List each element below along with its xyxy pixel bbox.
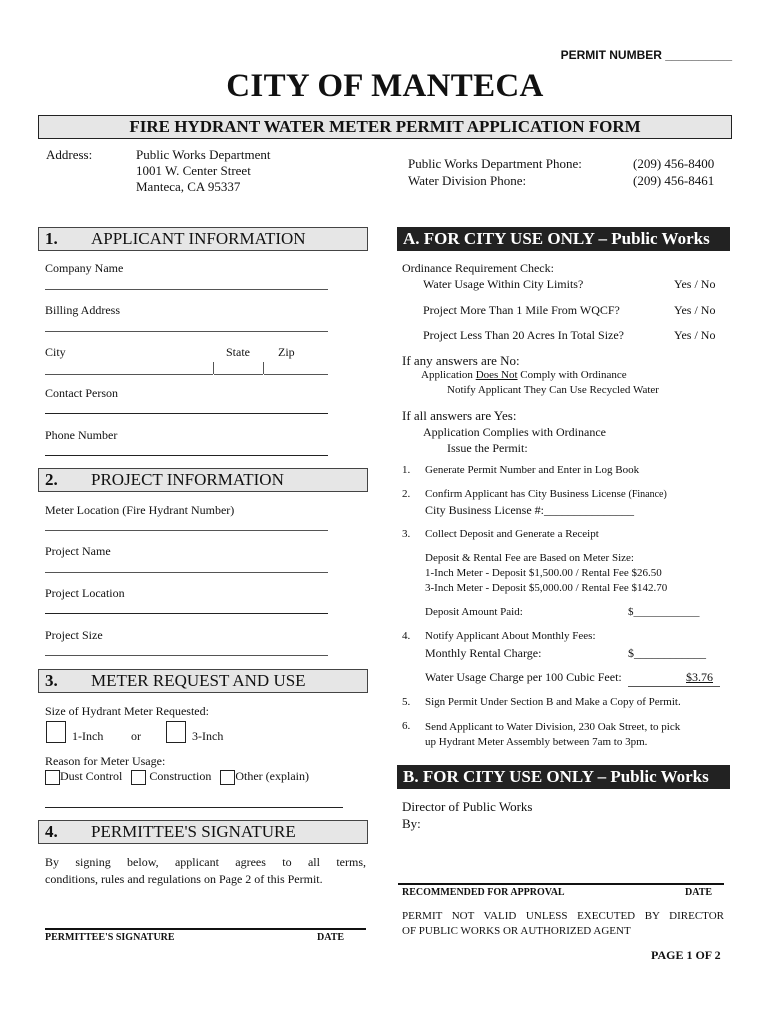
- monthly-rental-field[interactable]: $____________: [628, 646, 706, 660]
- recommended-label: RECOMMENDED FOR APPROVAL: [402, 887, 565, 898]
- not-valid-notice: [402, 909, 724, 939]
- one-inch-label: 1-Inch: [72, 729, 104, 743]
- other-label: Other (explain): [235, 769, 309, 783]
- section-b-header: B. FOR CITY USE ONLY – Public Works: [397, 765, 730, 789]
- issue-permit-text: Issue the Permit:: [447, 441, 528, 455]
- comply-suffix: Comply with Ordinance: [517, 369, 627, 381]
- step-1-number: 1.: [402, 464, 411, 476]
- step-5-text: Sign Permit Under Section B and Make a Copy of Permit.: [425, 696, 681, 708]
- question-wqcf-distance: Project More Than 1 Mile From WQCF?: [423, 303, 620, 317]
- director-date-label: DATE: [685, 887, 713, 898]
- phone-number-field[interactable]: [45, 455, 328, 456]
- state-label: State: [226, 345, 250, 359]
- page-number: PAGE 1 OF 2: [651, 948, 721, 962]
- one-inch-checkbox[interactable]: [46, 721, 66, 743]
- question-city-limits: Water Usage Within City Limits?: [423, 277, 584, 291]
- signature-terms-line-1: By signing below, applicant agrees to all terms,: [45, 855, 366, 869]
- section-4-header: [38, 820, 368, 844]
- zip-label: Zip: [278, 345, 295, 359]
- section-2-header: [38, 468, 368, 492]
- step-2-note: (Finance): [628, 489, 667, 500]
- state-field[interactable]: [214, 374, 263, 375]
- zip-field[interactable]: [264, 374, 328, 375]
- fee-intro: Deposit & Rental Fee are Based on Meter Size:: [425, 552, 634, 564]
- billing-address-label: Billing Address: [45, 303, 121, 317]
- signature-terms-line-2: conditions, rules and regulations on Page 2 of this Permit.: [45, 872, 323, 886]
- section-3-number: 3.: [45, 671, 58, 690]
- step-5-number: 5.: [402, 696, 411, 708]
- project-location-field[interactable]: [45, 613, 328, 614]
- section-2-number: 2.: [45, 470, 58, 489]
- water-usage-rate: $3.76: [686, 670, 713, 684]
- water-phone-number: (209) 456-8461: [633, 173, 715, 188]
- step-4-number: 4.: [402, 630, 411, 642]
- section-1-header: [38, 227, 368, 251]
- address-line-2: 1001 W. Center Street: [136, 163, 251, 178]
- step-4-text: Notify Applicant About Monthly Fees:: [425, 630, 596, 642]
- director-label: Director of Public Works: [402, 799, 533, 814]
- question-acreage: Project Less Than 20 Acres In Total Size?: [423, 328, 624, 342]
- permit-number-label: PERMIT NUMBER __________: [560, 48, 732, 62]
- step-2-main: Confirm Applicant has City Business License: [425, 488, 626, 500]
- if-any-no-label: If any answers are No:: [402, 353, 520, 368]
- deposit-paid-label: Deposit Amount Paid:: [425, 606, 523, 618]
- step-1-text: Generate Permit Number and Enter in Log Book: [425, 464, 640, 476]
- does-not-text: Does Not: [475, 369, 518, 381]
- permittee-signature-line[interactable]: [45, 928, 366, 930]
- fee-one-inch: 1-Inch Meter - Deposit $1,500.00 / Rental Fee $26.50: [425, 567, 662, 579]
- business-license-field[interactable]: City Business License #:_______________: [425, 503, 634, 517]
- fee-schedule: [425, 551, 667, 596]
- step-3-text: Collect Deposit and Generate a Receipt: [425, 528, 599, 540]
- other-checkbox[interactable]: [220, 770, 235, 785]
- question-1-yes-no[interactable]: Yes / No: [674, 277, 716, 291]
- deposit-paid-field[interactable]: $____________: [628, 606, 700, 618]
- meter-usage-reason-label: Reason for Meter Usage:: [45, 754, 166, 768]
- company-name-label: Company Name: [45, 261, 124, 275]
- permittee-date-label: DATE: [317, 932, 345, 943]
- meter-location-field[interactable]: [45, 530, 328, 531]
- water-phone-label: Water Division Phone:: [408, 173, 527, 188]
- dust-control-checkbox[interactable]: [45, 770, 60, 785]
- director-signature-line[interactable]: [398, 883, 724, 885]
- state-zip-divider: [263, 362, 264, 374]
- city-label: City: [45, 345, 66, 359]
- or-label: or: [131, 729, 141, 743]
- section-a-header: A. FOR CITY USE ONLY – Public Works: [397, 227, 730, 251]
- step-2-text: [425, 488, 667, 500]
- phone-labels: [408, 155, 582, 189]
- project-size-label: Project Size: [45, 628, 103, 642]
- does-not-comply-text: [421, 369, 627, 381]
- section-4-number: 4.: [45, 822, 58, 841]
- section-1-title: APPLICANT INFORMATION: [91, 229, 306, 248]
- construction-checkbox[interactable]: [131, 770, 146, 785]
- dust-control-label: Dust Control: [60, 769, 123, 783]
- step-6-line-2: up Hydrant Meter Assembly between 7am to 3pm.: [425, 736, 648, 748]
- section-4-title: PERMITTEE'S SIGNATURE: [91, 822, 296, 841]
- project-name-field[interactable]: [45, 572, 328, 573]
- if-all-yes-label: If all answers are Yes:: [402, 408, 517, 423]
- billing-address-field[interactable]: [45, 331, 328, 332]
- pw-phone-label: Public Works Department Phone:: [408, 156, 582, 171]
- section-2-title: PROJECT INFORMATION: [91, 470, 284, 489]
- step-6-number: 6.: [402, 720, 411, 732]
- signature-terms-text: [45, 854, 366, 888]
- phone-number-label: Phone Number: [45, 428, 118, 442]
- permittee-signature-label: PERMITTEE'S SIGNATURE: [45, 932, 175, 943]
- water-usage-label: Water Usage Charge per 100 Cubic Feet:: [425, 670, 622, 684]
- usage-reason-options: [45, 769, 309, 785]
- fee-three-inch: 3-Inch Meter - Deposit $5,000.00 / Rental Fee $142.70: [425, 582, 668, 594]
- project-size-field[interactable]: [45, 655, 328, 656]
- step-6-text: [425, 720, 680, 750]
- city-title: CITY OF MANTECA: [226, 68, 544, 104]
- complies-text: Application Complies with Ordinance: [423, 425, 606, 439]
- form-title: FIRE HYDRANT WATER METER PERMIT APPLICATION FORM: [38, 115, 732, 139]
- section-3-header: [38, 669, 368, 693]
- address-line-3: Manteca, CA 95337: [136, 179, 241, 194]
- meter-location-label: Meter Location (Fire Hydrant Number): [45, 503, 235, 517]
- step-3-number: 3.: [402, 528, 411, 540]
- not-valid-line-2: OF PUBLIC WORKS OR AUTHORIZED AGENT: [402, 925, 631, 937]
- company-name-field[interactable]: [45, 289, 328, 290]
- city-field[interactable]: [45, 374, 213, 375]
- contact-person-field[interactable]: [45, 413, 328, 414]
- contact-person-label: Contact Person: [45, 386, 118, 400]
- question-3-yes-no[interactable]: Yes / No: [674, 328, 716, 342]
- project-name-label: Project Name: [45, 544, 111, 558]
- meter-size-label: Size of Hydrant Meter Requested:: [45, 704, 209, 718]
- not-valid-line-1: PERMIT NOT VALID UNLESS EXECUTED BY DIRECTOR: [402, 910, 724, 922]
- city-state-divider: [213, 362, 214, 374]
- recycled-water-text: Notify Applicant They Can Use Recycled Water: [447, 384, 659, 396]
- construction-label: Construction: [149, 769, 212, 783]
- application-prefix: Application: [421, 369, 476, 381]
- phone-numbers: [633, 155, 714, 189]
- address-block: [136, 147, 270, 195]
- by-label: By:: [402, 816, 421, 831]
- three-inch-checkbox[interactable]: [166, 721, 186, 743]
- other-explain-field[interactable]: [45, 807, 343, 808]
- three-inch-label: 3-Inch: [192, 729, 224, 743]
- address-label: Address:: [46, 147, 93, 162]
- section-3-title: METER REQUEST AND USE: [91, 671, 306, 690]
- step-2-number: 2.: [402, 488, 411, 500]
- address-line-1: Public Works Department: [136, 147, 271, 162]
- water-usage-underline: [628, 686, 720, 687]
- monthly-rental-label: Monthly Rental Charge:: [425, 646, 542, 660]
- section-1-number: 1.: [45, 229, 58, 248]
- question-2-yes-no[interactable]: Yes / No: [674, 303, 716, 317]
- project-location-label: Project Location: [45, 586, 125, 600]
- ordinance-check-label: Ordinance Requirement Check:: [402, 261, 554, 275]
- pw-phone-number: (209) 456-8400: [633, 156, 715, 171]
- step-6-line-1: Send Applicant to Water Division, 230 Oak Street, to pick: [425, 721, 681, 733]
